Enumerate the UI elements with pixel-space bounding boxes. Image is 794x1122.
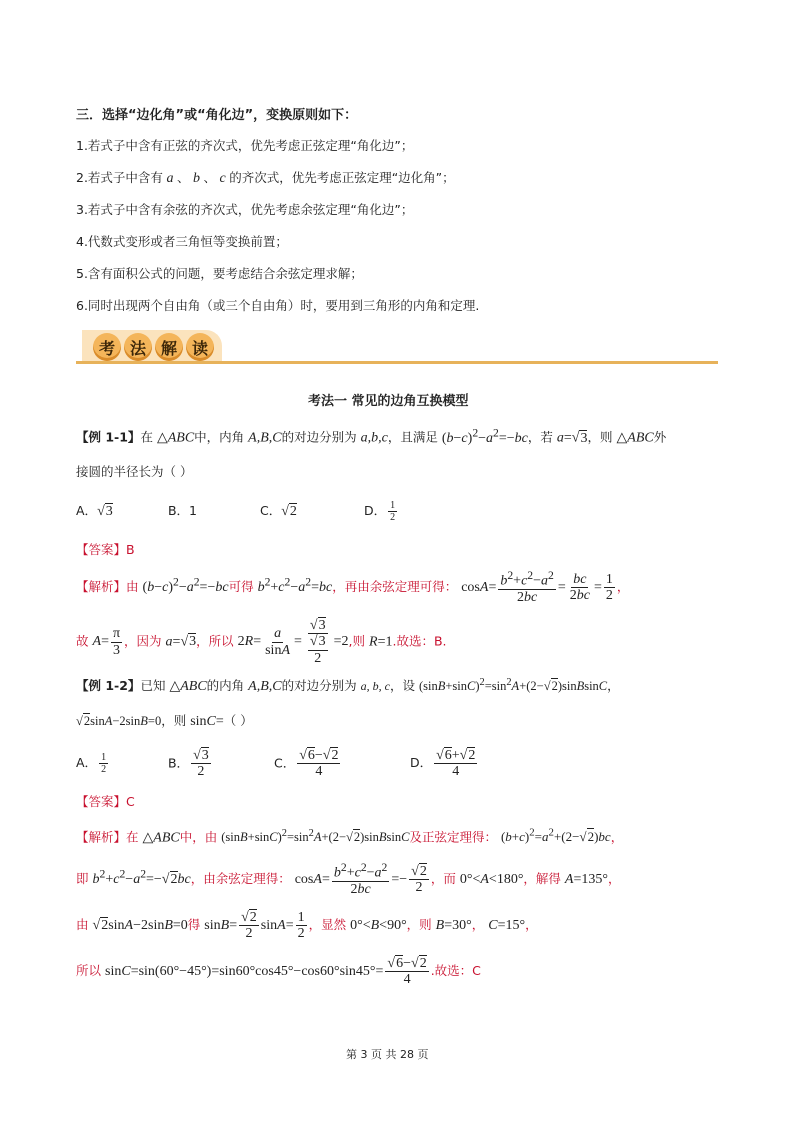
method-title: 考法一 常见的边角互换模型 xyxy=(308,394,469,409)
example-1-1-answer: 【答案】B xyxy=(76,542,135,557)
example-1-1-analysis-line1: 【解析】由 $(b-c)^2-a^2=-bc$可得 $b^2+c^2-a^2=bc$，再由余弦定理可得： cosA= $\frac{b^2+c^2-a^2}{2bc}$ = $\frac{bc}{2bc}$ = $\frac{1}{2}$ ， xyxy=(76,569,630,606)
example-1-2-answer: 【答案】C xyxy=(76,794,135,809)
example-1-2-options: A． $\frac{1}{2}$ B． $\frac{√3}{2}$ C． $\frac{√6-√2}{4}$ D． $\frac{√6+√2}{4}$ xyxy=(76,748,476,780)
example-1-2-analysis-line2: 即 $b^2+c^2-a^2=-√2bc$，由余弦定理得： cosA= $\frac{b^2+c^2-a^2}{2bc}$ =− $\frac{√2}{2}$ ，而 0°<A<180°，解得 A=135°， xyxy=(76,861,621,898)
section-heading: 三．选择“边化角”或“角化边”，变换原则如下： xyxy=(76,108,358,123)
example-1-2-analysis-line4: 所以 sinC=sin(60°−45°)=sin60°cos45°−cos60°sin45°= $\frac{√6-√2}{4}$ .故选：C xyxy=(76,956,481,988)
example-1-1-options: A．√3 B．1 C．√2 D． $\frac{1}{2}$ xyxy=(76,500,396,523)
rule-item-2: 2.若式子中含有 a 、 b 、 c 的齐次式，优先考虑正弦定理“边化角”； xyxy=(76,170,455,186)
rule-item-3: 3.若式子中含有余弦的齐次式，优先考虑余弦定理“角化边”； xyxy=(76,202,414,217)
example-1-2-analysis-line1: 【解析】在 △ABC中，由 $(\sin B+\sin C)^2=\sin^2A+(2-√2)sinBsinC$及正弦定理得： $(b+c)^2=a^2+(2-√2)bc$， xyxy=(76,827,624,846)
example-1-2-question-line2: √2sinA−2sinB=0，则 sinC=（ ） xyxy=(76,713,253,729)
rule-item-5: 5.含有面积公式的问题，要考虑结合余弦定理求解； xyxy=(76,266,363,281)
example-1-2-analysis-line3: 由 √2sinA−2sinB=0得 sinB= $\frac{√2}{2}$ sinA= $\frac{1}{2}$ ，显然 0°<B<90°，则 B=30°， C=15°， xyxy=(76,910,538,942)
banner-badge-2: 法 xyxy=(124,333,152,361)
rule-item-4: 4.代数式变形或者三角恒等变换前置； xyxy=(76,234,288,249)
rule-item-6: 6.同时出现两个自由角（或三个自由角）时，要用到三角形的内角和定理. xyxy=(76,298,480,313)
banner-badge-1: 考 xyxy=(93,333,121,361)
banner-badge-4: 读 xyxy=(186,333,214,361)
example-1-2-question: 【例 1-2】已知 △ABC的内角 A,B,C的对边分别为 a, b, c，设 $(\sin B+\sin C)^2=\sin^2A+(2-√2)sinBsinC$， xyxy=(76,676,620,694)
banner-divider xyxy=(76,361,718,364)
page-footer: 第 3 页 共 28 页 xyxy=(346,1048,429,1061)
example-1-1-question-line2: 接圆的半径长为（ ） xyxy=(76,464,193,479)
banner-badge-3: 解 xyxy=(155,333,183,361)
example-1-1-analysis-line2: 故 A= $\frac{\pi}{3}$ ，因为 a=√3，所以 2R= $\frac{a}{\sin A}$ = $\frac{√3}{\frac{√3}{2}}$ =2,则 R=1.故选：B. xyxy=(76,618,447,666)
example-1-1-question: 【例 1-1】在 △ABC中，内角 A,B,C的对边分别为 a,b,c，且满足 $(b-c)^2-a^2=-bc$，若 a=√3，则 △ABC外 xyxy=(76,426,667,446)
rule-item-1: 1.若式子中含有正弦的齐次式，优先考虑正弦定理“角化边”； xyxy=(76,138,414,153)
